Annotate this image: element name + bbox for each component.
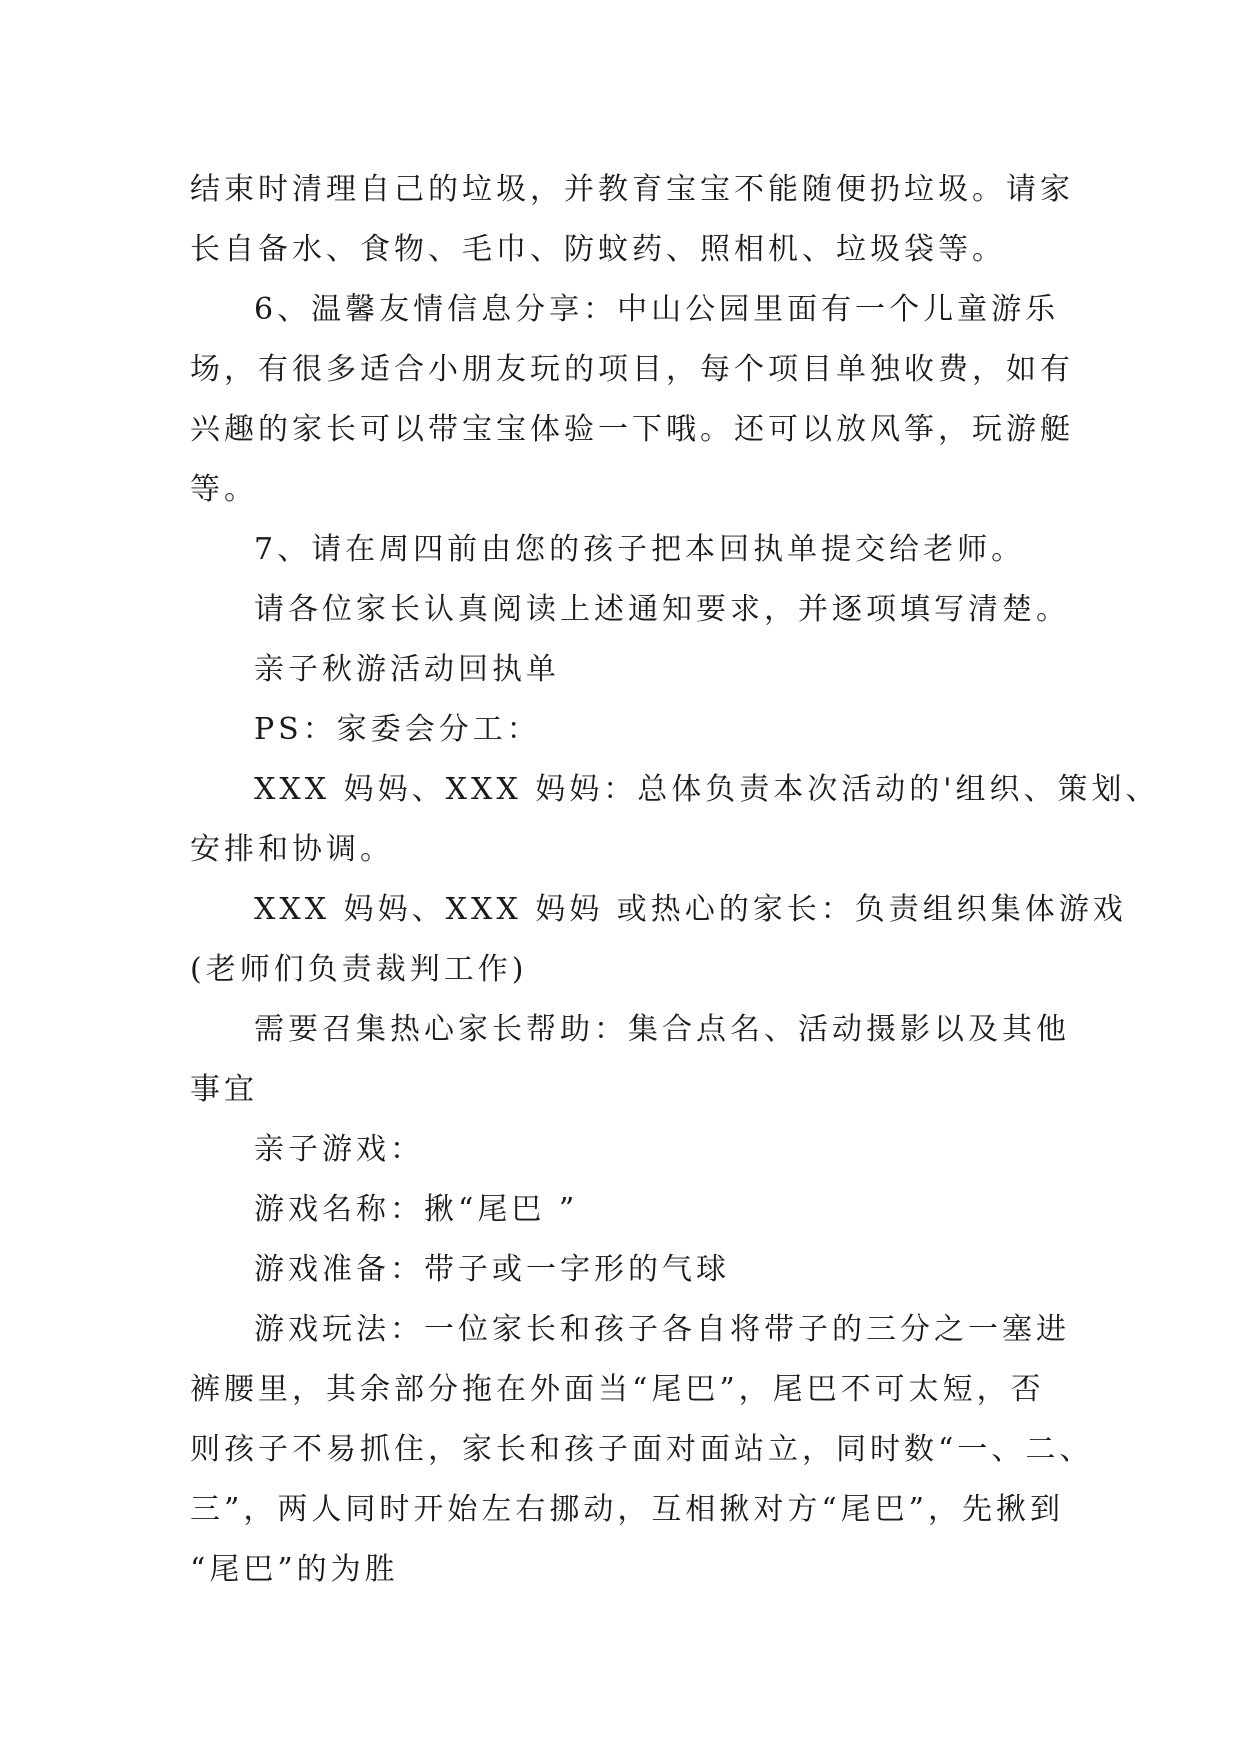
paragraph <box>190 1120 1090 1180</box>
document-body <box>190 160 1160 1600</box>
text-line: 长自备水、食物、毛巾、防蚊药、照相机、垃圾袋等。 <box>190 232 1006 267</box>
text-line: 则孩子不易抓住，家长和孩子面对面站立，同时数“一、二、 <box>190 1432 1094 1467</box>
text-line: XXX 妈妈、XXX 妈妈 或热心的家长：负责组织集体游戏 <box>254 892 1127 927</box>
paragraph <box>190 160 1090 280</box>
paragraph <box>190 640 1090 700</box>
paragraph <box>190 1180 1090 1240</box>
paragraph <box>190 1240 1090 1300</box>
paragraph <box>190 520 1090 580</box>
text-line: 游戏准备：带子或一字形的气球 <box>254 1252 730 1287</box>
text-line: (老师们负责裁判工作) <box>190 952 528 987</box>
paragraph <box>190 880 1127 1000</box>
text-line: 游戏名称：揪“尾巴 ” <box>254 1192 579 1227</box>
paragraph <box>190 280 1090 520</box>
text-line: 裤腰里，其余部分拖在外面当“尾巴”，尾巴不可太短，否 <box>190 1372 1045 1407</box>
text-line: 结束时清理自己的垃圾，并教育宝宝不能随便扔垃圾。请家 <box>190 172 1074 207</box>
text-line: 7、请在周四前由您的孩子把本回执单提交给老师。 <box>254 532 1026 567</box>
text-line: 需要召集热心家长帮助：集合点名、活动摄影以及其他 <box>254 1012 1070 1047</box>
text-line: 三”，两人同时开始左右挪动，互相揪对方“尾巴”，先揪到 <box>190 1492 1065 1527</box>
paragraph <box>190 1300 1094 1600</box>
text-line: 6、温馨友情信息分享：中山公园里面有一个儿童游乐 <box>254 292 1060 327</box>
paragraph <box>190 700 1090 760</box>
paragraph <box>190 1000 1090 1120</box>
paragraph <box>190 760 1160 880</box>
text-line: PS：家委会分工： <box>254 712 541 747</box>
paragraph <box>190 580 1090 640</box>
text-line: 请各位家长认真阅读上述通知要求，并逐项填写清楚。 <box>254 592 1070 627</box>
text-line: 游戏玩法：一位家长和孩子各自将带子的三分之一塞进 <box>254 1312 1070 1347</box>
text-line: 事宜 <box>190 1072 258 1107</box>
text-line: 场，有很多适合小朋友玩的项目，每个项目单独收费，如有 <box>190 352 1074 387</box>
text-line: XXX 妈妈、XXX 妈妈：总体负责本次活动的'组织、策划、 <box>254 772 1160 807</box>
text-line: 亲子秋游活动回执单 <box>254 652 560 687</box>
text-line: 安排和协调。 <box>190 832 394 867</box>
text-line: 等。 <box>190 472 258 507</box>
text-line: “尾巴”的为胜 <box>190 1552 399 1587</box>
text-line: 亲子游戏： <box>254 1132 424 1167</box>
text-line: 兴趣的家长可以带宝宝体验一下哦。还可以放风筝，玩游艇 <box>190 412 1074 447</box>
